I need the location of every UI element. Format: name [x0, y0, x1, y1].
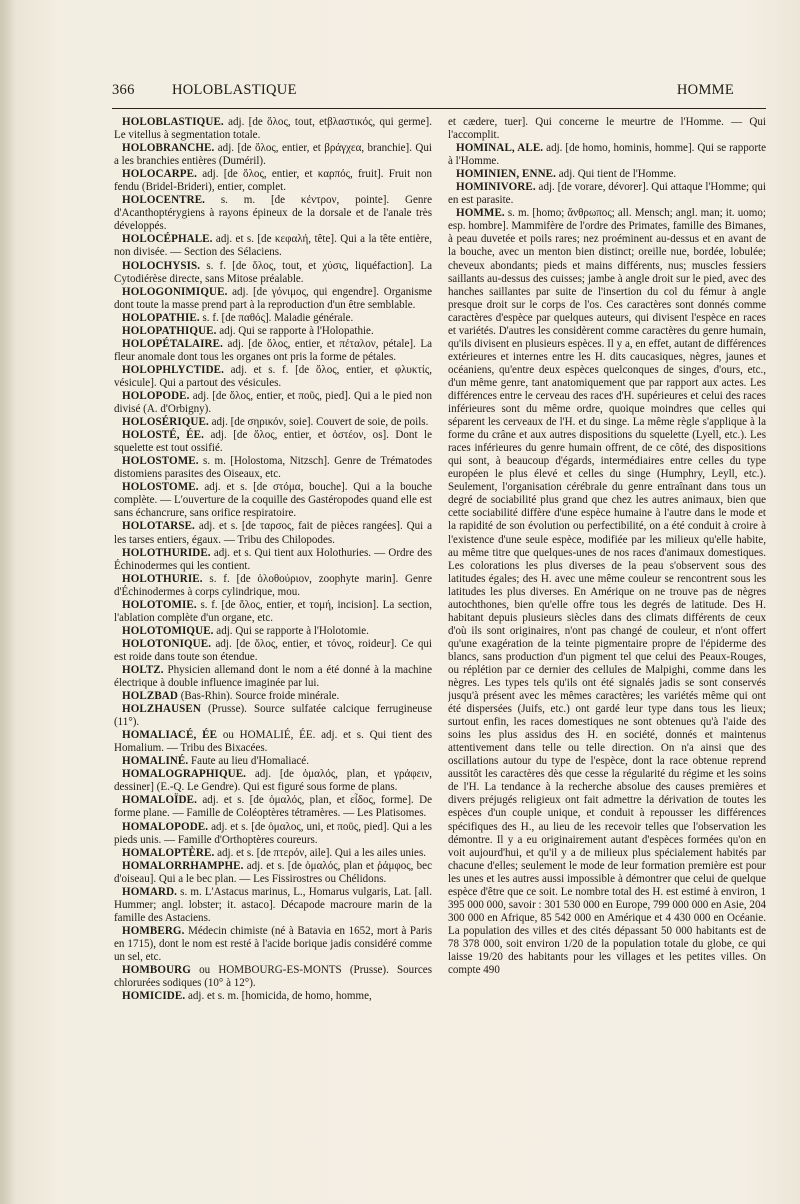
dictionary-entry	[114, 821, 432, 847]
entry-headword: HOLOCÉPHALE.	[122, 233, 213, 246]
entry-headword: HOLTZ.	[122, 663, 164, 676]
entry-headword: HOLOCHYSIS.	[122, 259, 201, 272]
dictionary-entry	[114, 860, 432, 886]
entry-headword: HOMARD.	[122, 885, 178, 898]
running-head-right: HOMME	[676, 82, 734, 98]
dictionary-entry	[114, 794, 432, 820]
entry-headword: HOLZHAUSEN	[122, 703, 201, 716]
entry-headword: HOMALOGRAPHIQUE.	[122, 768, 247, 781]
entry-headword: HOLOSTÉ, ÉE.	[122, 429, 204, 442]
entry-headword: HOMALIACÉ, ÉE	[122, 729, 218, 742]
dictionary-entry	[114, 729, 432, 755]
dictionary-entry	[114, 194, 432, 233]
dictionary-entry	[114, 455, 432, 481]
dictionary-entry	[114, 547, 432, 573]
entry-headword: HOLOCARPE.	[122, 168, 197, 181]
entry-definition: adj. [de homo, hominis, homme]. Qui se rapporte à l'Homme.	[448, 142, 766, 168]
entry-headword: HOLOTHURIDE.	[122, 546, 211, 559]
entry-definition: adj. et s. m. [homicida, de homo, homme,	[185, 990, 372, 1003]
entry-definition: adj. [de ὅλος, entier, et ποῦς, pied]. Qui a le pied non divisé (A. d'Orbigny).	[114, 389, 432, 416]
entry-definition: adj. et s. [de κεφαλή, tête]. Qui a la tête entière, non divisée. — Section des Sélaciens.	[114, 233, 432, 259]
entry-headword: HOLOTARSE.	[122, 520, 195, 533]
dictionary-entry	[114, 481, 432, 520]
entry-definition: adj. et s. [de στόμα, bouche]. Qui a la bouche complète. — L'ouverture de la coquille des Gastéropodes quand elle est sans échancrure, sans orifice respiratoire.	[114, 481, 432, 520]
entry-headword: HOLOSÉRIQUE.	[122, 416, 209, 429]
dictionary-entry	[114, 233, 432, 259]
entry-definition: Faute au lieu d'Homaliacé.	[188, 755, 309, 768]
entry-definition: adj. [de ὅλος, entier, et βράγχεα, branchie]. Qui a les branchies entières (Duméril).	[114, 142, 432, 168]
entry-headword: HOLOTHURIE.	[122, 572, 203, 585]
entry-definition: adj. et s. [de πτερόν, aile]. Qui a les ailes unies.	[214, 846, 427, 859]
entry-definition: s. m. [de κέντρον, pointe]. Genre d'Acanthoptérygiens à rayons épineux de la dorsale et de l'anale très développés.	[114, 194, 432, 233]
entry-headword: HOMALOPTÈRE.	[122, 846, 215, 859]
entry-definition: adj. [de ὅλος, entier, et πέταλον, pétale]. La fleur anomale dont tous les organes ont pris la forme de pétales.	[114, 337, 432, 363]
entry-headword: HOMBOURG	[122, 964, 191, 977]
dictionary-entry	[114, 703, 432, 729]
entry-definition: adj. [de ὅλος, tout, etβλαστικός, qui germe]. Le vitellus à segmentation totale.	[114, 116, 432, 142]
dictionary-entry	[114, 142, 432, 168]
dictionary-entry	[114, 325, 432, 338]
dictionary-entry	[114, 768, 432, 794]
entry-headword: HOLOCENTRE.	[122, 194, 206, 207]
entry-headword: HOMME.	[456, 207, 505, 220]
entry-definition: adj. et s. [de ταρσος, fait de pièces rangées]. Qui a les tarses entiers, égaux. — Tribu des Chilopodes.	[114, 520, 432, 546]
entry-headword: HOLOBLASTIQUE.	[122, 116, 224, 128]
dictionary-entry	[114, 364, 432, 390]
entry-definition: adj. et s. [de ὁμαλός, plan et ῥάμφος, bec d'oiseau]. Qui a le bec plan. — Les Fissirostres ou Chélidons.	[114, 859, 432, 885]
entry-headword: HOLOPÉTALAIRE.	[122, 337, 223, 350]
dictionary-entry	[114, 964, 432, 990]
dictionary-entry	[114, 664, 432, 690]
entry-definition: adj. [de vorare, dévorer]. Qui attaque l'Homme; qui en est parasite.	[448, 181, 766, 207]
dictionary-entry	[114, 847, 432, 860]
dictionary-entry	[114, 990, 432, 1003]
dictionary-entry	[448, 207, 766, 977]
entry-definition: (Bas-Rhin). Source froide minérale.	[177, 690, 340, 703]
dictionary-entry	[114, 625, 432, 638]
entry-definition: adj. [de ὅλος, entier, et καρπός, fruit]. Fruit non fendu (Bridel-Brideri), entier, complet.	[114, 168, 432, 194]
entry-definition: adj. et s. [de ὁμαλός, plan, et εἶδος, forme]. De forme plane. — Famille de Coléoptères tétramères. — Les Platisomes.	[114, 794, 432, 820]
entry-definition: et cædere, tuer]. Qui concerne le meurtre de l'Homme. — Qui l'accomplit.	[448, 116, 766, 142]
entry-headword: HOLOGONIMIQUE.	[122, 285, 228, 298]
dictionary-entry	[114, 168, 432, 194]
entry-headword: HOMBERG.	[122, 924, 185, 937]
dictionary-entry	[114, 520, 432, 546]
dictionary-entry	[114, 260, 432, 286]
entry-headword: HOLOBRANCHE.	[122, 142, 215, 155]
entry-headword: HOMALORRHAMPHE.	[122, 859, 244, 872]
entry-headword: HOMALOÏDE.	[122, 794, 197, 807]
entry-headword: HOLOPODE.	[122, 389, 190, 402]
entry-headword: HOLOTOMIQUE.	[122, 624, 214, 637]
entry-definition: adj. [de σηρικόν, soie]. Couvert de soie, de poils.	[208, 416, 429, 429]
entry-headword: HOMINIEN, ENNE.	[456, 168, 557, 181]
entry-headword: HOLOSTOME.	[122, 455, 199, 468]
entry-definition: Médecin chimiste (né à Batavia en 1652, mort à Paris en 1715), dont le nom est resté à l'acide borique jadis considéré comme un sel, etc.	[114, 924, 432, 963]
entry-headword: HOLOTONIQUE.	[122, 637, 212, 650]
entry-definition: adj. et s. Qui tient aux Holothuries. — Ordre des Échinodermes qui les contient.	[114, 546, 432, 572]
dictionary-entry	[114, 429, 432, 455]
dictionary-entry	[114, 886, 432, 925]
entry-definition: Physicien allemand dont le nom a été donné à la machine électrique à double influence imaginée par lui.	[114, 663, 432, 690]
dictionary-entry	[114, 638, 432, 664]
entry-definition: (Prusse). Source sulfatée calcique ferrugineuse (11°).	[114, 703, 432, 729]
dictionary-entry	[114, 690, 432, 703]
right-column	[448, 116, 766, 1194]
dictionary-entry	[448, 168, 766, 181]
entry-headword: HOLOTOMIE.	[122, 598, 197, 611]
entry-definition: s. f. [de ὅλος, entier, et τομή, incision]. La section, l'ablation complète d'un organe, etc.	[114, 598, 432, 624]
entry-definition: adj. Qui se rapporte à l'Holopathie.	[216, 324, 374, 337]
dictionary-entry	[114, 573, 432, 599]
entry-definition: adj. [de ὅλος, entier, et τόνος, roideur]. Ce qui est roide dans toute son étendue.	[114, 637, 432, 663]
entry-headword: HOLOPATHIQUE.	[122, 324, 217, 337]
entry-definition: s. m. [homo; ἄνθρωπος; all. Mensch; angl. man; it. uomo; esp. hombre]. Mammifère de l'ordre des Primates, famille des Bimanes, à peau duvetée et poils rares; nez proéminent au-dessus et en avant de la bouche, avec un menton bien distinct; oreille nue, bordée, lobulée; cheveux abondants; pieds et mains différents, nus; muscles fessiers saillants au-dessus des cuisses; jambe à angle droit sur le pied, avec des hanches saillantes par suite de l'insertion du col du fémur à angle presque droit sur le corps de l'os. Ces caractères sont donnés comme caractères d'espèce par quelques auteurs, qui divisent l'espèce en races et variétés. D'autres les considèrent comme caractères du genre humain, qu'ils divisent en plusieurs espèces. Il y a, en effet, autant de différences extérieures et internes entre les H. dits caucasiques, nègres, jaunes et océaniens, qu'entre deux espèces quelconques de singes, d'ours, etc., d'un même genre, tant anatomiquement que par rapport aux actes. Les différences entre le cerveau des races d'H. supérieures et celui des races inférieures sont du même ordre, quoique moindres que celles qui séparent les cerveaux de l'H. et du singe. La même règle s'applique à la forme du crâne et aux autres dispositions du squelette (Lyell, etc.). Les races inférieures du genre humain offrent, de ce côté, des dispositions qui sont, à beaucoup d'égards, intermédiaires entre celles du type européen le plus élevé et celles du singe (Humphry, Leyll, etc.). Seulement, l'organisation cérébrale du genre entraînant dans tous un degré de sociabilité plus grand que chez les autres animaux, bien que cette sociabilité diffère d'une espèce humaine à l'autre dans le mode et la rapidité de son évolution ou perfectibilité, on a été conduit à croire à l'existence d'une seule espèce, modifiée par les milieux qu'elle habite, au même titre que quelques-unes de nos races d'animaux domestiques. Les colorations les plus diverses de la peau s'observent sous des latitudes égales; des H. avec une même couleur se rencontrent sous les latitudes les plus diverses. En Amérique on ne trouve pas de nègres autochthones, bien qu'elle offre tous les degrés de latitude. Des H. habitant depuis plusieurs siècles dans des climats différents de ceux d'où ils sont originaires, n'ont pas changé de couleur, et n'ont offert qu'une exagération de la teinte pigmentaire propre de l'épiderme des blancs, sans production d'un pigment tel que celui des Peaux-Rouges, ou réplétion par ce dernier des cellules de Malpighi, comme dans les nègres. Les types tels qu'ils ont été signalés jadis se sont conservés jusqu'à présent avec les mêmes caractères; les variétés même qui ont été dispersées (Juifs, etc.) ont gardé leur type dans tous les lieux; surtout enfin, les races domestiques ne sont obtenues qu'à l'aide des soins les plus assidus des H. en société, donnés et maintenus attentivement dans telle ou telle direction. On n'a ainsi que des oscillations autour du type de l'espèce, dont la race obtenue reprend aussitôt les caractères dès que cesse la régularité du régime et les soins de l'H. La tendance à la recherche absolue des causes premières et divers préjugés religieux ont fait admettre la dérivation de toutes les espèces d'un couple unique, et conduit à repousser les différences spécifiques des H., au lieu de les recevoir telles que l'observation les démontre. Il y a eu originairement autant d'espèces formées qu'on en voit aujourd'hui, et qu'il y a de milieux plus spécialement habités par chacune d'elles; seulement le mode de leur formation première est pour les unes et les autres aussi impossible à démontrer que celui de quelque espèce d'être que ce soit. Le nombre total des H. est estimé à environ, 1 395 000 000, savoir : 301 530 000 en Europe, 799 000 000 en Asie, 204 300 000 en Afrique, 85 542 000 en Amérique et 4 430 000 en Océanie. La population des villes et des cités dépassant 50 000 habitants est de 78 378 000, soit environ 1/20 de la population totale du globe, ce qui laisse 19/20 des habitants pour les villages et les petites villes. On compte 490	[448, 207, 766, 977]
dictionary-entry	[114, 925, 432, 964]
entry-definition: s. m. L'Astacus marinus, L., Homarus vulgaris, Lat. [all. Hummer; angl. lobster; it. astaco]. Décapode macroure marin de la famille des Astaciens.	[114, 885, 432, 924]
entry-definition: ou HOMBOURG-ES-MONTS (Prusse). Sources chlorurées sodiques (10° à 12°).	[114, 964, 432, 990]
entry-headword: HOMINIVORE.	[456, 181, 536, 194]
dictionary-entry	[114, 416, 432, 429]
entry-definition: adj. et s. [de ὁμαλος, uni, et ποῦς, pied]. Qui a les pieds unis. — Famille d'Orthoptères coureurs.	[114, 820, 432, 846]
entry-headword: HOLZBAD	[122, 690, 178, 703]
left-column	[114, 116, 432, 1194]
dictionary-entry	[114, 599, 432, 625]
page-number: 366	[112, 82, 135, 98]
dictionary-entry	[448, 116, 766, 142]
entry-definition: s. f. [de ὁλοθούριον, zoophyte marin]. Genre d'Échinodermes à corps cylindrique, mou.	[114, 572, 432, 598]
entry-headword: HOLOPATHIE.	[122, 311, 200, 324]
entry-headword: HOMINAL, ALE.	[456, 142, 544, 155]
dictionary-entry	[114, 755, 432, 768]
dictionary-entry	[448, 142, 766, 168]
header-rule	[112, 108, 766, 109]
dictionary-entry	[114, 390, 432, 416]
entry-definition: s. m. [Holostoma, Nitzsch]. Genre de Trématodes distomiens parasites des Oiseaux, etc.	[114, 455, 432, 481]
dictionary-entry	[114, 286, 432, 312]
entry-headword: HOLOPHLYCTIDE.	[122, 363, 224, 376]
entry-headword: HOLOSTOME.	[122, 481, 199, 494]
entry-definition: ou HOMALIÉ, ÉE. adj. et s. Qui tient des Homalium. — Tribu des Bixacées.	[114, 729, 432, 755]
entry-headword: HOMICIDE.	[122, 990, 186, 1003]
entry-definition: adj. Qui se rapporte à l'Holotomie.	[213, 624, 369, 637]
entry-headword: HOMALINÉ.	[122, 755, 189, 768]
dictionary-entry	[114, 338, 432, 364]
dictionary-entry	[448, 181, 766, 207]
dictionary-entry	[114, 312, 432, 325]
entry-definition: adj. [de ὁμαλός, plan, et γράφειν, dessiner] (E.-Q. Le Gendre). Qui est figuré sous forme de plans.	[114, 768, 432, 794]
entry-definition: s. f. [de ὅλος, tout, et χύσις, liquéfaction]. La Cytodiérèse directe, sans Mitose préalable.	[114, 259, 432, 285]
running-head-left: HOLOBLASTIQUE	[172, 82, 297, 98]
entry-headword: HOMALOPODE.	[122, 820, 209, 833]
entry-definition: adj. et s. f. [de ὅλος, entier, et φλυκτίς, vésicule]. Qui a partout des vésicules.	[114, 363, 432, 389]
binding-shadow	[0, 0, 14, 1204]
entry-definition: adj. [de ὅλος, entier, et ὀστέον, os]. Dont le squelette est tout ossifié.	[114, 429, 432, 455]
page-header	[112, 82, 762, 104]
dictionary-entry	[114, 116, 432, 142]
entry-definition: adj. [de γόνιμος, qui engendre]. Organisme dont toute la masse prend part à la reproduction d'un être semblable.	[114, 285, 432, 311]
entry-definition: s. f. [de παθός]. Maladie générale.	[199, 311, 354, 324]
entry-definition: adj. Qui tient de l'Homme.	[556, 168, 677, 181]
